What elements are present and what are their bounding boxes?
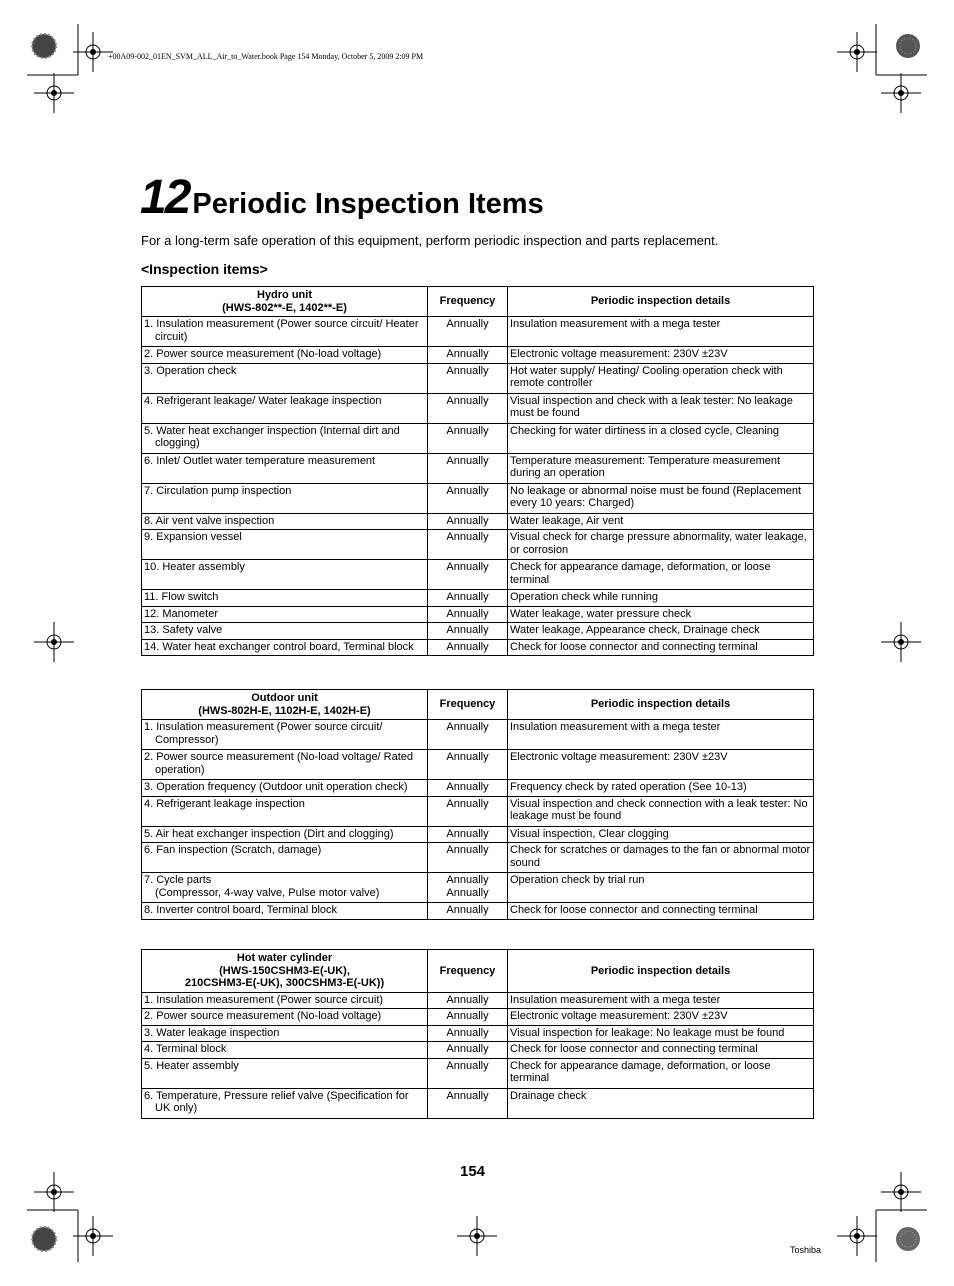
details-cell: Visual check for charge pressure abnormality, water leakage, or corrosion xyxy=(508,530,814,560)
print-header: +00A09-002_01EN_SVM_ALL_Air_to_Water.book Page 154 Monday, October 5, 2009 2:09 PM xyxy=(108,52,424,61)
frequency-header: Frequency xyxy=(428,950,508,993)
details-cell: Water leakage, Air vent xyxy=(508,513,814,530)
registration-target-icon xyxy=(457,1216,497,1256)
table-row xyxy=(142,1042,814,1059)
details-cell: Insulation measurement with a mega tester xyxy=(508,317,814,347)
frequency-cell: Annually xyxy=(428,1009,508,1026)
table-row xyxy=(142,363,814,393)
details-cell: Checking for water dirtiness in a closed cycle, Cleaning xyxy=(508,423,814,453)
details-cell: Electronic voltage measurement: 230V ±23V xyxy=(508,750,814,780)
details-cell: Visual inspection and check with a leak tester: No leakage must be found xyxy=(508,393,814,423)
item-cell: 7. Circulation pump inspection xyxy=(144,484,292,497)
table-row xyxy=(142,606,814,623)
page-number: 154 xyxy=(460,1163,486,1180)
frequency-cell: Annually xyxy=(428,606,508,623)
frequency-cell: Annually xyxy=(428,992,508,1009)
table-row xyxy=(142,393,814,423)
details-cell: Insulation measurement with a mega tester xyxy=(508,720,814,750)
frequency-cell: Annually xyxy=(428,826,508,843)
unit-models: (HWS-802H-E, 1102H-E, 1402H-E) xyxy=(198,704,371,717)
frequency-cell: Annually xyxy=(428,1025,508,1042)
frequency-cell: Annually xyxy=(428,750,508,780)
frequency-cell: Annually xyxy=(428,590,508,607)
item-cell: 1. Insulation measurement (Power source circuit) xyxy=(144,993,384,1006)
table-header-row xyxy=(142,690,814,720)
frequency-cell: Annually xyxy=(428,1088,508,1118)
frequency-header: Frequency xyxy=(428,287,508,317)
table-row xyxy=(142,423,814,453)
frequency-cell: Annually xyxy=(428,423,508,453)
table-row xyxy=(142,873,814,903)
frequency-cell: Annually xyxy=(428,1058,508,1088)
item-cell: 7. Cycle parts xyxy=(144,874,212,886)
table-row xyxy=(142,1025,814,1042)
frequency-cell: Annually xyxy=(428,530,508,560)
item-cell: 4. Refrigerant leakage inspection xyxy=(144,797,305,810)
details-cell: Hot water supply/ Heating/ Cooling operation check with remote controller xyxy=(508,363,814,393)
registration-target-icon xyxy=(73,1216,113,1256)
section-title: <Inspection items> xyxy=(141,261,268,277)
item-cell: 11. Flow switch xyxy=(144,591,219,603)
details-cell: Water leakage, Appearance check, Drainage check xyxy=(508,623,814,640)
frequency-cell: Annually xyxy=(428,903,508,920)
intro-text: For a long-term safe operation of this equipment, perform periodic inspection and parts replacement. xyxy=(141,233,719,248)
details-header: Periodic inspection details xyxy=(508,287,814,317)
table-row xyxy=(142,453,814,483)
details-cell: Electronic voltage measurement: 230V ±23V xyxy=(508,347,814,364)
item-cell-line2: (Compressor, 4-way valve, Pulse motor valve) xyxy=(155,886,380,899)
details-cell: Visual inspection, Clear clogging xyxy=(508,826,814,843)
details-cell: Frequency check by rated operation (See 10-13) xyxy=(508,780,814,797)
details-cell: Operation check while running xyxy=(508,590,814,607)
table-row xyxy=(142,1009,814,1026)
unit-models-line2: 210CSHM3-E(-UK), 300CSHM3-E(-UK)) xyxy=(184,977,385,989)
item-cell: 2. Power source measurement (No-load voltage/ Rated operation) xyxy=(144,751,414,776)
details-cell: Drainage check xyxy=(508,1088,814,1118)
table-row xyxy=(142,513,814,530)
registration-target-icon xyxy=(34,1172,74,1212)
details-cell: Insulation measurement with a mega tester xyxy=(508,992,814,1009)
details-cell: Check for appearance damage, deformation, or loose terminal xyxy=(508,1058,814,1088)
frequency-cell: Annually xyxy=(428,639,508,656)
unit-header xyxy=(142,950,428,993)
table-row xyxy=(142,1058,814,1088)
registration-target-icon xyxy=(881,1172,921,1212)
item-cell: 3. Water leakage inspection xyxy=(144,1026,280,1039)
details-cell: Operation check by trial run xyxy=(508,873,814,903)
item-cell: 8. Inverter control board, Terminal block xyxy=(144,904,337,916)
frequency-cell: Annually xyxy=(428,560,508,590)
frequency-cell: Annually xyxy=(428,796,508,826)
details-cell: Check for loose connector and connecting terminal xyxy=(508,1042,814,1059)
table-row xyxy=(142,590,814,607)
table-header-row xyxy=(142,950,814,993)
details-cell: Visual inspection and check connection with a leak tester: No leakage must be found xyxy=(508,796,814,826)
details-header: Periodic inspection details xyxy=(508,690,814,720)
outdoor-unit-table xyxy=(141,689,814,920)
item-cell: 2. Power source measurement (No-load voltage) xyxy=(144,1010,382,1022)
table-row xyxy=(142,903,814,920)
item-cell: 4. Refrigerant leakage/ Water leakage inspection xyxy=(144,394,382,407)
frequency-cell: Annually xyxy=(428,1042,508,1059)
chapter-title: Periodic Inspection Items xyxy=(192,188,544,220)
details-cell: Electronic voltage measurement: 230V ±23V xyxy=(508,1009,814,1026)
item-cell: 9. Expansion vessel xyxy=(144,531,242,543)
unit-models: (HWS-150CSHM3-E(-UK), xyxy=(219,964,350,977)
frequency-cell: Annually xyxy=(428,317,508,347)
item-cell: 1. Insulation measurement (Power source circuit/ Heater circuit) xyxy=(144,318,419,343)
brand-footer: Toshiba xyxy=(790,1245,822,1255)
table-row xyxy=(142,639,814,656)
table-row xyxy=(142,483,814,513)
item-cell: 2. Power source measurement (No-load voltage) xyxy=(144,348,382,360)
calibration-disk-icon xyxy=(29,1224,59,1254)
item-cell: 3. Operation frequency (Outdoor unit operation check) xyxy=(144,781,408,793)
details-cell: Check for appearance damage, deformation, or loose terminal xyxy=(508,560,814,590)
table-row xyxy=(142,750,814,780)
unit-models: (HWS-802**-E, 1402**-E) xyxy=(222,301,347,314)
registration-target-icon xyxy=(34,622,74,662)
details-cell: Water leakage, water pressure check xyxy=(508,606,814,623)
details-cell: No leakage or abnormal noise must be found (Replacement every 10 years: Charged) xyxy=(508,483,814,513)
item-cell: 3. Operation check xyxy=(144,364,237,377)
frequency-cell: Annually xyxy=(428,483,508,513)
table-row xyxy=(142,560,814,590)
item-cell: 5. Air heat exchanger inspection (Dirt and clogging) xyxy=(144,827,394,840)
registration-target-icon xyxy=(837,32,877,72)
table-row xyxy=(142,826,814,843)
registration-target-icon xyxy=(881,73,921,113)
hot-water-cylinder-table xyxy=(141,949,814,1119)
calibration-disk-icon xyxy=(893,31,923,61)
registration-target-icon xyxy=(881,622,921,662)
item-cell: 8. Air vent valve inspection xyxy=(144,514,275,527)
unit-name: Hydro unit xyxy=(257,289,312,301)
table-row xyxy=(142,623,814,640)
unit-header xyxy=(142,287,428,317)
calibration-disk-icon xyxy=(29,31,59,61)
unit-header xyxy=(142,690,428,720)
registration-target-icon xyxy=(837,1216,877,1256)
table-row xyxy=(142,992,814,1009)
item-cell: 1. Insulation measurement (Power source circuit/ Compressor) xyxy=(144,721,383,746)
chapter-number: 12 xyxy=(140,171,190,224)
table-row xyxy=(142,796,814,826)
frequency-cell: Annually xyxy=(428,513,508,530)
frequency-cell-line2: Annually xyxy=(446,886,489,899)
table-header-row xyxy=(142,287,814,317)
frequency-cell: Annually xyxy=(428,453,508,483)
details-cell: Visual inspection for leakage: No leakage must be found xyxy=(508,1025,814,1042)
item-cell: 6. Fan inspection (Scratch, damage) xyxy=(144,844,322,856)
frequency-cell: Annually xyxy=(446,874,489,886)
item-cell: 4. Terminal block xyxy=(144,1043,227,1055)
hydro-unit-table xyxy=(141,286,814,656)
frequency-cell: Annually xyxy=(428,393,508,423)
item-cell: 6. Temperature, Pressure relief valve (Specification for UK only) xyxy=(144,1089,409,1114)
chapter-heading xyxy=(140,170,544,230)
table-row xyxy=(142,347,814,364)
details-header: Periodic inspection details xyxy=(508,950,814,993)
item-cell: 6. Inlet/ Outlet water temperature measurement xyxy=(144,454,376,467)
frequency-cell: Annually xyxy=(428,720,508,750)
item-cell: 10. Heater assembly xyxy=(144,561,245,573)
item-cell: 13. Safety valve xyxy=(144,624,223,636)
calibration-disk-icon xyxy=(893,1224,923,1254)
registration-target-icon xyxy=(73,32,113,72)
table-row xyxy=(142,317,814,347)
unit-name: Outdoor unit xyxy=(251,692,318,704)
item-cell: 5. Water heat exchanger inspection (Internal dirt and clogging) xyxy=(144,424,400,449)
table-row xyxy=(142,720,814,750)
unit-name: Hot water cylinder xyxy=(236,952,333,964)
details-cell: Temperature measurement: Temperature measurement during an operation xyxy=(508,453,814,483)
frequency-cell: Annually xyxy=(428,843,508,873)
table-row xyxy=(142,780,814,797)
table-row xyxy=(142,843,814,873)
frequency-cell: Annually xyxy=(428,347,508,364)
frequency-cell: Annually xyxy=(428,363,508,393)
details-cell: Check for loose connector and connecting terminal xyxy=(508,903,814,920)
frequency-cell: Annually xyxy=(428,623,508,640)
registration-target-icon xyxy=(34,73,74,113)
item-cell: 5. Heater assembly xyxy=(144,1059,239,1072)
details-cell: Check for scratches or damages to the fan or abnormal motor sound xyxy=(508,843,814,873)
item-cell: 12. Manometer xyxy=(144,607,218,620)
frequency-cell: Annually xyxy=(428,780,508,797)
table-row xyxy=(142,1088,814,1118)
item-cell: 14. Water heat exchanger control board, Terminal block xyxy=(144,640,414,653)
table-row xyxy=(142,530,814,560)
details-cell: Check for loose connector and connecting terminal xyxy=(508,639,814,656)
frequency-header: Frequency xyxy=(428,690,508,720)
